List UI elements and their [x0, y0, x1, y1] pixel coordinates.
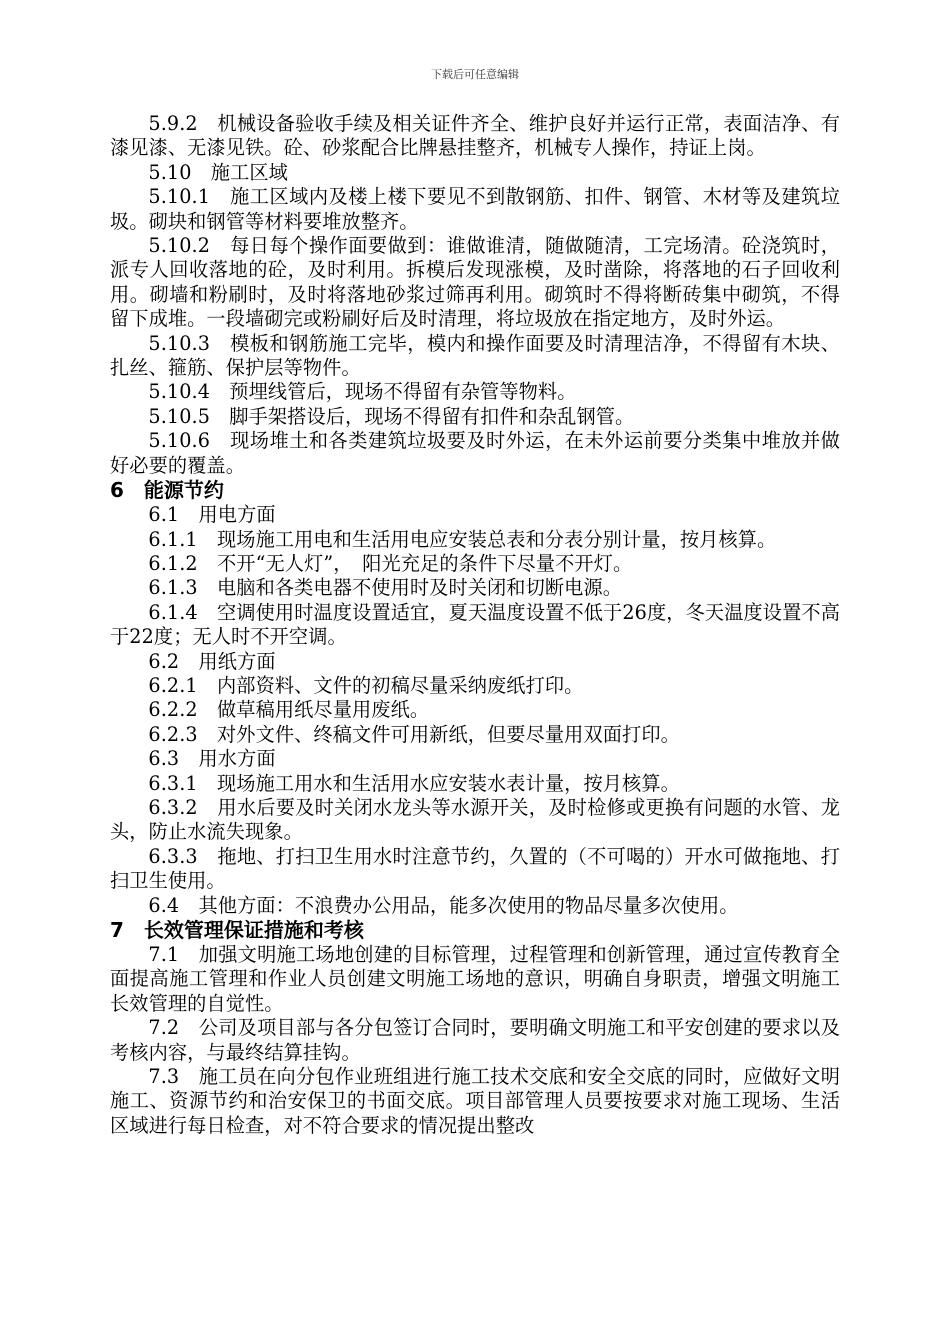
paragraph: 5.10.6 现场堆土和各类建筑垃圾要及时外运，在未外运前要分类集中堆放并做好必要的覆盖。: [110, 429, 840, 477]
paragraph: 6.2.1 内部资料、文件的初稿尽量采纳废纸打印。: [148, 673, 584, 697]
paragraph: 6.1 用电方面: [148, 503, 276, 527]
paragraph: 6.4 其他方面：不浪费办公用品，能多次使用的物品尽量多次使用。: [148, 893, 739, 917]
paragraph: 5.10.5 脚手架搭设后，现场不得留有扣件和杂乱钢管。: [148, 404, 635, 428]
paragraph: 6.3 用水方面: [148, 747, 276, 771]
document-body: [110, 112, 840, 1138]
page-header: 下载后可任意编辑: [431, 68, 519, 81]
paragraph: 6.1.3 电脑和各类电器不使用时及时关闭和切断电源。: [148, 576, 623, 600]
paragraph: 7.1 加强文明施工场地创建的目标管理，过程管理和创新管理，通过宣传教育全面提高施工管理和作业人员创建文明施工场地的意识，明确自身职责，增强文明施工长效管理的自觉性。: [110, 943, 840, 1015]
paragraph: 6.1.4 空调使用时温度设置适宜，夏天温度设置不低于26度，冬天温度设置不高于22度；无人时不开空调。: [110, 600, 840, 649]
paragraph: 5.10 施工区域: [148, 160, 288, 184]
paragraph: 7.2 公司及项目部与各分包签订合同时，要明确文明施工和平安创建的要求以及考核内容，与最终结算挂钩。: [110, 1016, 840, 1064]
paragraph: 5.10.3 模板和钢筋施工完毕，模内和操作面要及时清理洁净，不得留有木块、扎丝、箍筋、保护层等物件。: [110, 331, 840, 380]
paragraph: 5.10.4 预埋线管后，现场不得留有杂管等物料。: [148, 380, 577, 404]
paragraph: 6.3.1 现场施工用水和生活用水应安装水表计量，按月核算。: [148, 771, 680, 795]
paragraph: 6.2.3 对外文件、终稿文件可用新纸，但要尽量用双面打印。: [148, 722, 680, 746]
section-heading: 6 能源节约: [110, 478, 224, 503]
paragraph: 6.3.3 拖地、打扫卫生用水时注意节约，久置的（不可喝的）开水可做拖地、打扫卫生使用。: [110, 844, 840, 893]
paragraph: 5.9.2 机械设备验收手续及相关证件齐全、维护良好并运行正常，表面洁净、有漆见漆、无漆见铁。砼、砂浆配合比牌悬挂整齐，机械专人操作，持证上岗。: [110, 112, 840, 160]
paragraph: 6.2.2 做草稿用纸尽量用废纸。: [148, 698, 430, 722]
paragraph: 5.10.2 每日每个操作面要做到：谁做谁清，随做随清，工完场清。砼浇筑时，派专人回收落地的砼，及时利用。拆模后发现涨模，及时凿除，将落地的石子回收利用。砌墙和粉刷时，及时将落地砂浆过筛再利用。砌筑时不得将断砖集中砌筑，不得留下成堆。一段墙砌完或粉刷好后及时清理，将垃圾放在指定地方，及时外运。: [110, 234, 840, 331]
paragraph: 6.2 用纸方面: [148, 649, 276, 673]
paragraph: 7.3 施工员在向分包作业班组进行施工技术交底和安全交底的同时，应做好文明施工、资源节约和治安保卫的书面交底。项目部管理人员要按要求对施工现场、生活区域进行每日检查，对不符合要求的情况提出整改: [110, 1065, 840, 1137]
paragraph: 5.10.1 施工区域内及楼上楼下要见不到散钢筋、扣件、钢管、木材等及建筑垃圾。砌块和钢管等材料要堆放整齐。: [110, 185, 840, 233]
paragraph: 6.1.2 不开“无人灯”， 阳光充足的条件下尽量不开灯。: [148, 551, 633, 575]
paragraph: 6.3.2 用水后要及时关闭水龙头等水源开关，及时检修或更换有问题的水管、龙头，防止水流失现象。: [110, 795, 840, 844]
paragraph: 6.1.1 现场施工用电和生活用电应安装总表和分表分别计量，按月核算。: [148, 527, 777, 551]
section-heading: 7 长效管理保证措施和考核: [110, 918, 364, 942]
